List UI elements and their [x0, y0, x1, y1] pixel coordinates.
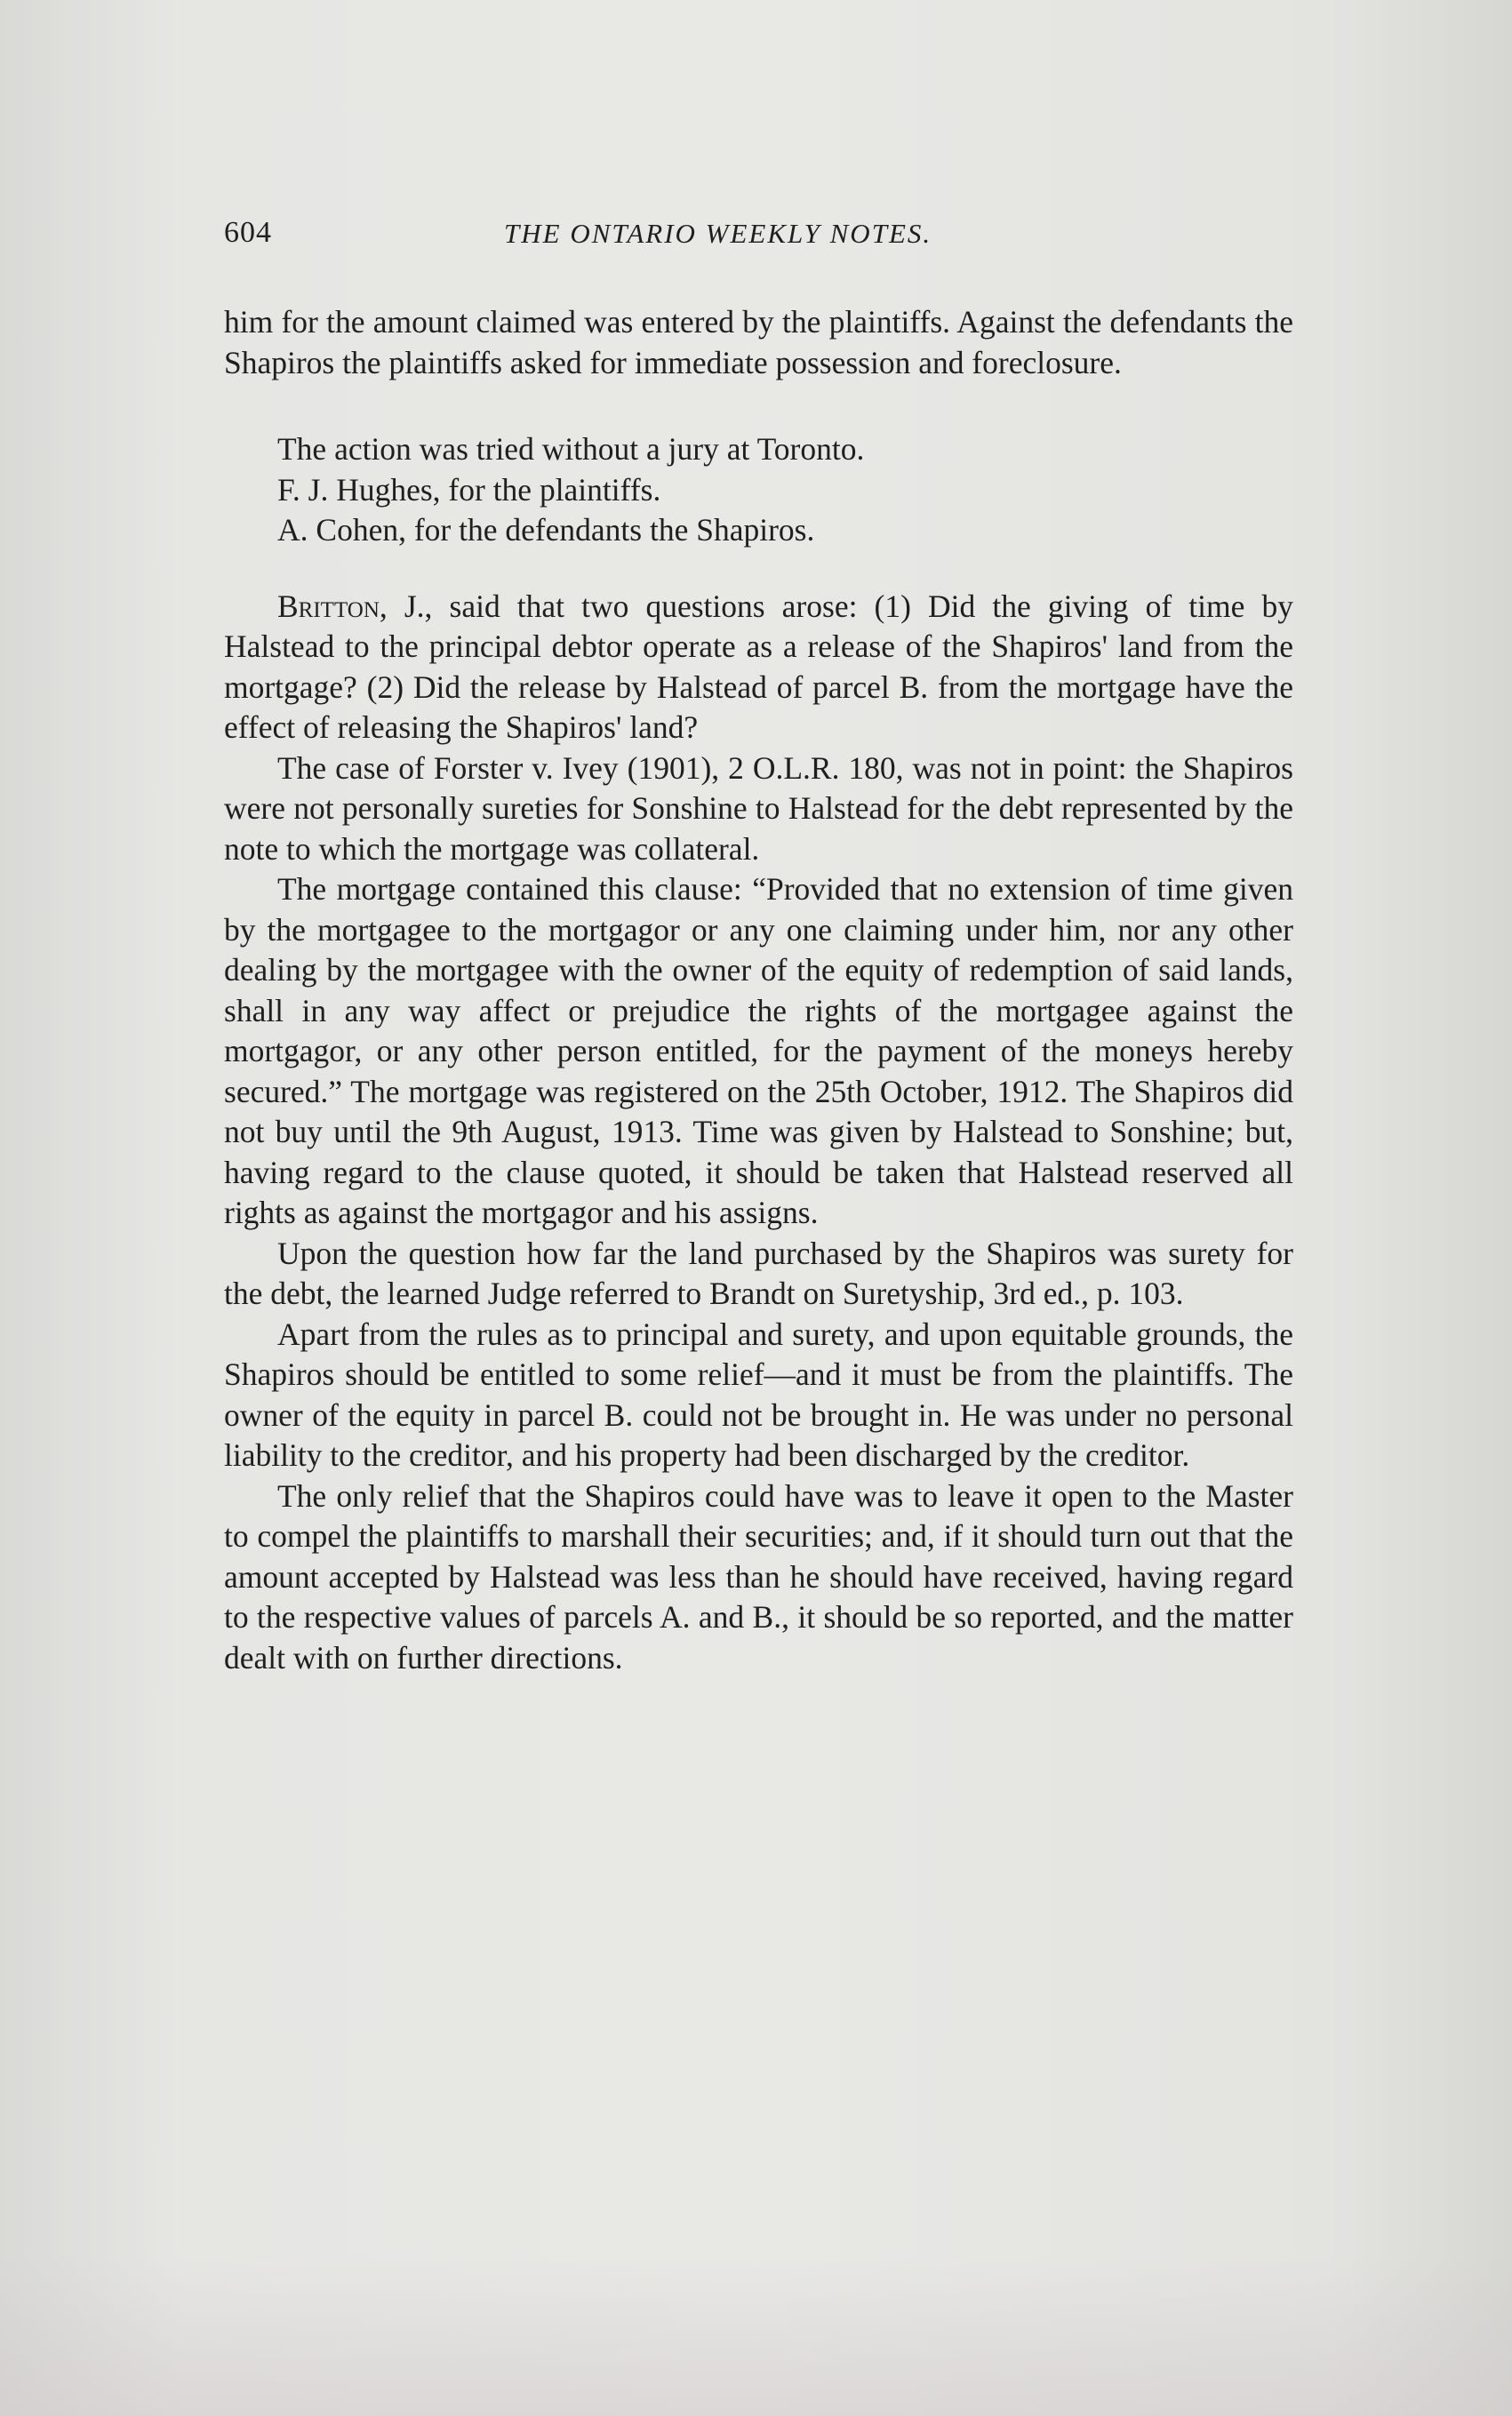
relief-paragraph: Apart from the rules as to principal and surety, and upon equitable grounds, the Shapiros should be entitled to some relief—and it must be from the plaintiffs. The owner of the equity in parcel B. could not be brought in. He was under no personal liability to the creditor, and his property had been discharged by the creditor. [224, 1316, 1293, 1473]
judgment-opening-text: , said that two questions arose: (1) Did the giving of time by Halstead to the principal debtor operate as a release of the Shapiros' land from the mortgage? (2) Did the release by Halstead of parcel B. from the mortgage have the effect of releasing the Shapiros' land? [224, 588, 1293, 745]
counsel-plaintiffs: F. J. Hughes, for the plaintiffs. [277, 471, 661, 508]
counsel-defendants: A. Cohen, for the defendants the Shapiros. [277, 512, 815, 548]
page-number: 604 [224, 216, 272, 249]
intro-paragraph: him for the amount claimed was entered by the plaintiffs. Against the defendants the Shapiros the plaintiffs asked for immediate possession and foreclosure. [224, 304, 1293, 380]
running-header [224, 216, 1291, 257]
page-shadow [0, 2256, 1512, 2416]
clause-paragraph: The mortgage contained this clause: “Provided that no extension of time given by the mortgagee to the mortgagor or any one claiming under him, nor any other dealing by the mortgagee with the owner of the equity of redemption of said lands, shall in any way affect or prejudice the rights of the mortgagee against the mortgagor, or any other person entitled, for the payment of the moneys hereby secured.” The mortgage was registered on the 25th October, 1912. The Shapiros did not buy until the 9th August, 1913. Time was given by Halstead to Sonshine; but, having regard to the clause quoted, it should be taken that Halstead reserved all rights as against the mortgagor and his assigns. [224, 871, 1293, 1230]
master-paragraph: The only relief that the Shapiros could have was to leave it open to the Master to compel the plaintiffs to marshall their securities; and, if it should turn out that the amount accepted by Halstead was less than he should have received, having regard to the respective values of parcels A. and B., it should be so reported, and the matter dealt with on further directions. [224, 1477, 1293, 1676]
judgment-opening-paragraph [224, 587, 1293, 748]
running-title: THE ONTARIO WEEKLY NOTES. [504, 218, 932, 249]
body-text [224, 302, 1293, 1678]
forster-paragraph: The case of Forster v. Ivey (1901), 2 O.L.R. 180, was not in point: the Shapiros were not personally sureties for Sonshine to Halstead for the debt represented by the note to which the mortgage was collateral. [224, 749, 1293, 867]
judge-name: Britton, J. [277, 588, 425, 624]
trial-line: The action was tried without a jury at Toronto. [277, 431, 865, 467]
surety-paragraph: Upon the question how far the land purchased by the Shapiros was surety for the debt, the learned Judge referred to Brandt on Suretyship, 3rd ed., p. 103. [224, 1235, 1293, 1311]
